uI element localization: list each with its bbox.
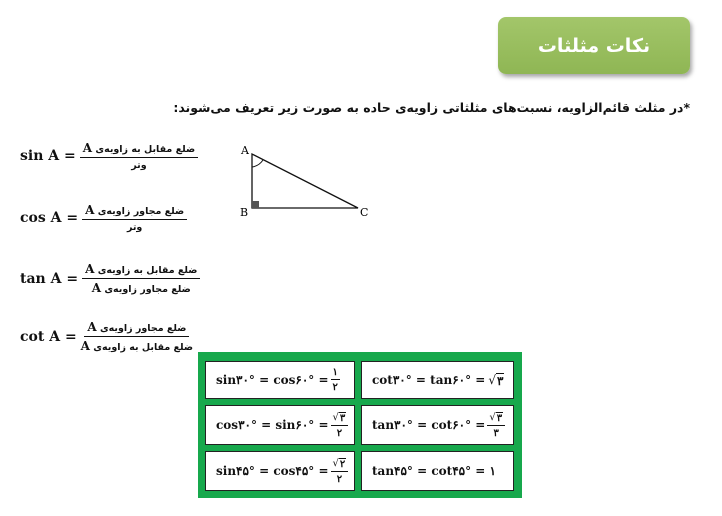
- identity-sin45-den: ۲: [336, 473, 343, 485]
- right-triangle-diagram: [234, 140, 384, 225]
- tan-den-var: A: [91, 281, 102, 295]
- identity-cos30-expr: cos۳۰° = sin۶۰° =: [216, 418, 329, 432]
- cos-num-var: A: [85, 203, 95, 217]
- identity-cot30-expr: cot۳۰° = tan۶۰° =: [372, 373, 486, 387]
- cos-lhs: cos A =: [20, 210, 79, 226]
- right-angle-marker: [252, 201, 259, 208]
- identity-cot30-radical: √: [488, 372, 496, 387]
- cot-fraction: [81, 320, 193, 353]
- identity-tan45-expr: tan۴۵° = cot۴۵° = ۱: [372, 464, 496, 478]
- sin-num-text: ضلع مقابل به زاویه‌ی: [95, 144, 196, 155]
- identity-cos30-den: ۲: [336, 427, 343, 439]
- identity-sin30: [205, 361, 355, 399]
- identity-cos30: [205, 405, 355, 445]
- cot-definition: [20, 320, 193, 353]
- identity-tan45: [361, 451, 514, 491]
- tan-fraction: [82, 262, 200, 295]
- cos-fraction: [82, 203, 187, 233]
- identity-sin45-radical: √: [332, 457, 339, 469]
- vertex-label-b: B: [240, 206, 249, 219]
- sin-definition: [20, 141, 198, 171]
- identity-sin45: [205, 451, 355, 491]
- identity-tan30-radical: √: [489, 411, 496, 423]
- intro-text: *در مثلث قائم‌الزاویه، نسبت‌های مثلثاتی زاویه‌ی حاده به صورت زیر تعریف می‌شوند:: [173, 100, 690, 115]
- sin-fraction: [80, 141, 198, 171]
- sin-den-text: وتر: [131, 160, 147, 171]
- identity-sin30-num: ۱: [332, 367, 338, 378]
- identity-tan30-expr: tan۳۰° = cot۶۰° =: [372, 418, 486, 432]
- identity-cos30-radical: √: [332, 411, 339, 423]
- tan-num-text: ضلع مقابل به زاویه‌ی: [97, 265, 198, 276]
- cos-definition: [20, 203, 187, 233]
- tan-num-var: A: [85, 262, 95, 276]
- identity-cot30-rad: ۳: [496, 373, 504, 388]
- identity-sin45-expr: sin۴۵° = cos۴۵° =: [216, 464, 329, 478]
- tan-den-text: ضلع مجاور زاویه‌ی: [104, 284, 191, 295]
- sin-lhs: sin A =: [20, 148, 76, 164]
- vertex-label-a: A: [241, 144, 249, 157]
- cot-den-text: ضلع مقابل به زاویه‌ی: [93, 342, 194, 353]
- cot-num-var: A: [87, 320, 97, 334]
- cos-den-text: وتر: [126, 222, 143, 233]
- cos-num-text: ضلع مجاور زاویه‌ی: [97, 206, 185, 217]
- tan-lhs: tan A =: [20, 270, 79, 287]
- identity-cos30-rad: ۳: [339, 412, 346, 424]
- title-banner: [498, 17, 690, 74]
- sin-num-var: A: [82, 141, 93, 155]
- cot-num-text: ضلع مجاور زاویه‌ی: [99, 323, 187, 334]
- tan-definition: [20, 262, 200, 295]
- cot-den-var: A: [80, 339, 90, 353]
- identity-table: [198, 352, 522, 498]
- identity-sin45-rad: ۲: [339, 458, 346, 470]
- identity-cot30: [361, 361, 514, 399]
- angle-a-arc: [252, 160, 263, 167]
- identity-tan30-den: ۳: [493, 427, 499, 439]
- cot-lhs: cot A =: [20, 328, 77, 345]
- vertex-label-c: C: [360, 206, 369, 219]
- identity-sin30-den: ۲: [332, 382, 338, 393]
- identity-tan30: [361, 405, 514, 445]
- identity-tan30-rad: ۳: [496, 412, 503, 424]
- identity-sin30-expr: sin۳۰° = cos۶۰° =: [216, 373, 329, 387]
- page-title: نکات مثلثات: [537, 34, 651, 57]
- triangle-shape: [252, 154, 358, 208]
